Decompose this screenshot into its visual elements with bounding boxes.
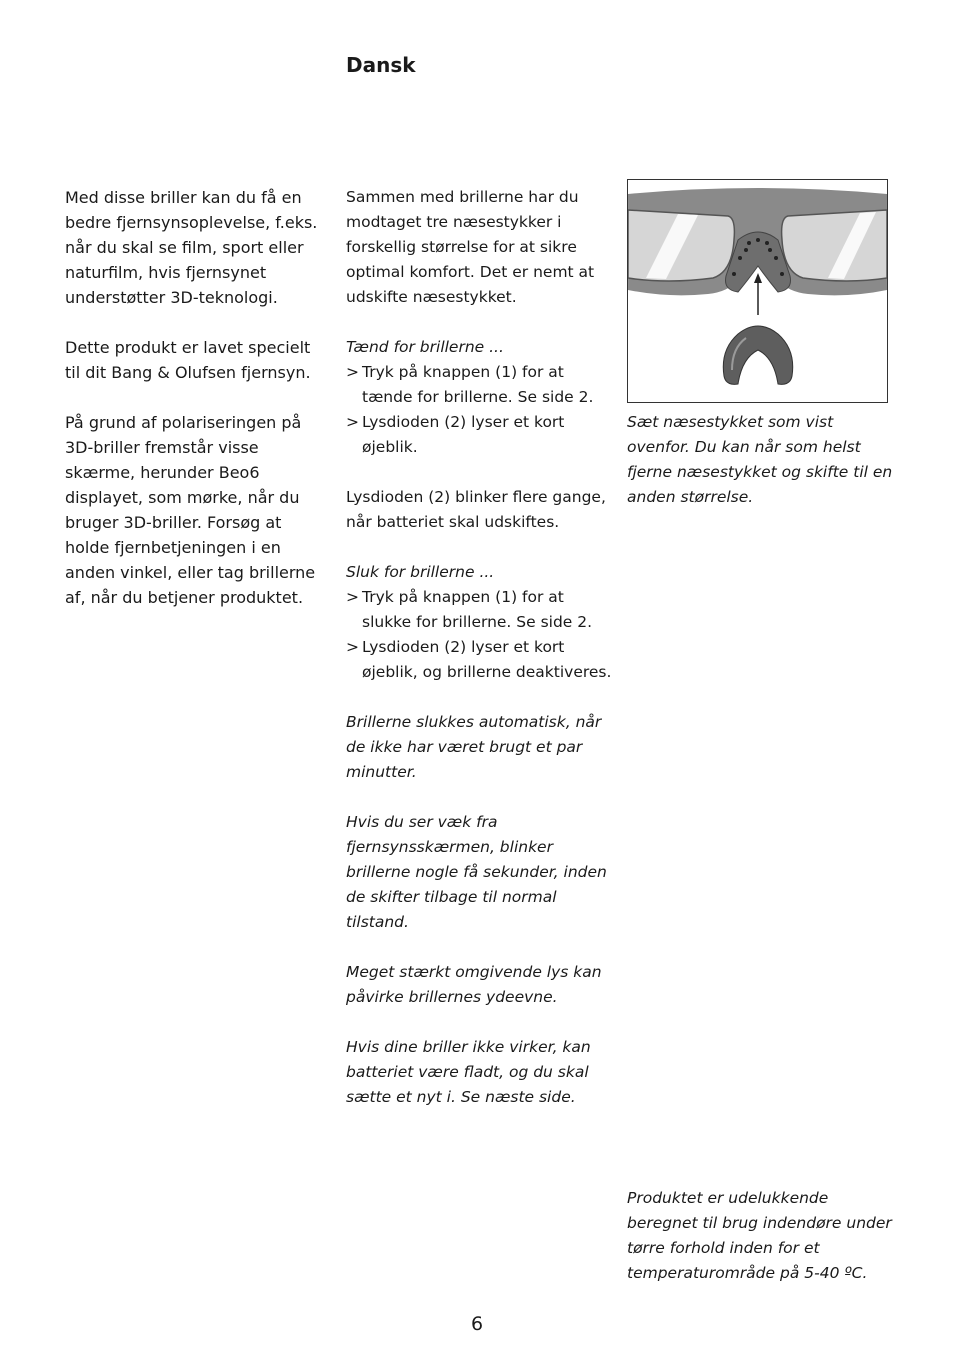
turn-on-heading: Tænd for brillerne ... xyxy=(346,338,504,356)
product-paragraph: Dette produkt er lavet specielt til dit Bang & Olufsen fjernsyn. xyxy=(65,338,311,382)
instructions-column xyxy=(346,185,616,1135)
intro-column xyxy=(65,185,330,635)
bullet-marker: > xyxy=(346,588,359,606)
nosepiece-intro: Sammen med brillerne har du modtaget tre næsestykker i forskellig størrelse for at sikre optimal komfort. Det er nemt at udskifte næsestykket. xyxy=(346,188,595,306)
page-title: Dansk xyxy=(346,53,416,77)
turn-on-list xyxy=(346,360,616,460)
list-item: > Lysdioden (2) lyser et kort øjeblik, og brillerne deaktiveres. xyxy=(346,635,616,685)
list-item: > Tryk på knappen (1) for at tænde for brillerne. Se side 2. xyxy=(346,360,616,410)
polarisation-paragraph: På grund af polariseringen på 3D-briller fremstår visse skærme, herunder Beo6 displayet, som mørke, når du bruger 3D-briller. Forsøg at holde fjernbetjeningen i en anden vinkel, eller tag brillerne af, når du betjener produktet. xyxy=(65,413,316,607)
page-number: 6 xyxy=(470,1313,484,1335)
bullet-marker: > xyxy=(346,363,359,381)
not-working-note: Hvis dine briller ikke virker, kan batteriet være fladt, og du skal sætte et nyt i. Se næste side. xyxy=(346,1038,591,1106)
list-item: > Lysdioden (2) lyser et kort øjeblik. xyxy=(346,410,616,460)
turn-off-heading: Sluk for brillerne ... xyxy=(346,563,495,581)
strong-light-note: Meget stærkt omgivende lys kan påvirke brillernes ydeevne. xyxy=(346,963,602,1006)
usage-note: Produktet er udelukkende beregnet til brug indendøre under tørre forhold inden for et temperaturområde på 5-40 ºC. xyxy=(627,1189,892,1282)
glasses-nosepiece-illustration xyxy=(627,179,888,403)
list-item: > Tryk på knappen (1) for at slukke for brillerne. Se side 2. xyxy=(346,585,616,635)
bullet-marker: > xyxy=(346,413,359,431)
look-away-note: Hvis du ser væk fra fjernsynsskærmen, blinker brillerne nogle få sekunder, inden de skifter tilbage til normal tilstand. xyxy=(346,813,607,931)
auto-off-note: Brillerne slukkes automatisk, når de ikke har været brugt et par minutter. xyxy=(346,713,602,781)
figure-caption: Sæt næsestykket som vist ovenfor. Du kan når som helst fjerne næsestykket og skifte til en anden størrelse. xyxy=(627,413,893,506)
battery-note: Lysdioden (2) blinker flere gange, når batteriet skal udskiftes. xyxy=(346,488,606,531)
intro-paragraph: Med disse briller kan du få en bedre fjernsynsoplevelse, f.eks. når du skal se film, sport eller naturfilm, hvis fjernsynet understøtter 3D-teknologi. xyxy=(65,188,318,307)
turn-off-list xyxy=(346,585,616,685)
bullet-marker: > xyxy=(346,638,359,656)
